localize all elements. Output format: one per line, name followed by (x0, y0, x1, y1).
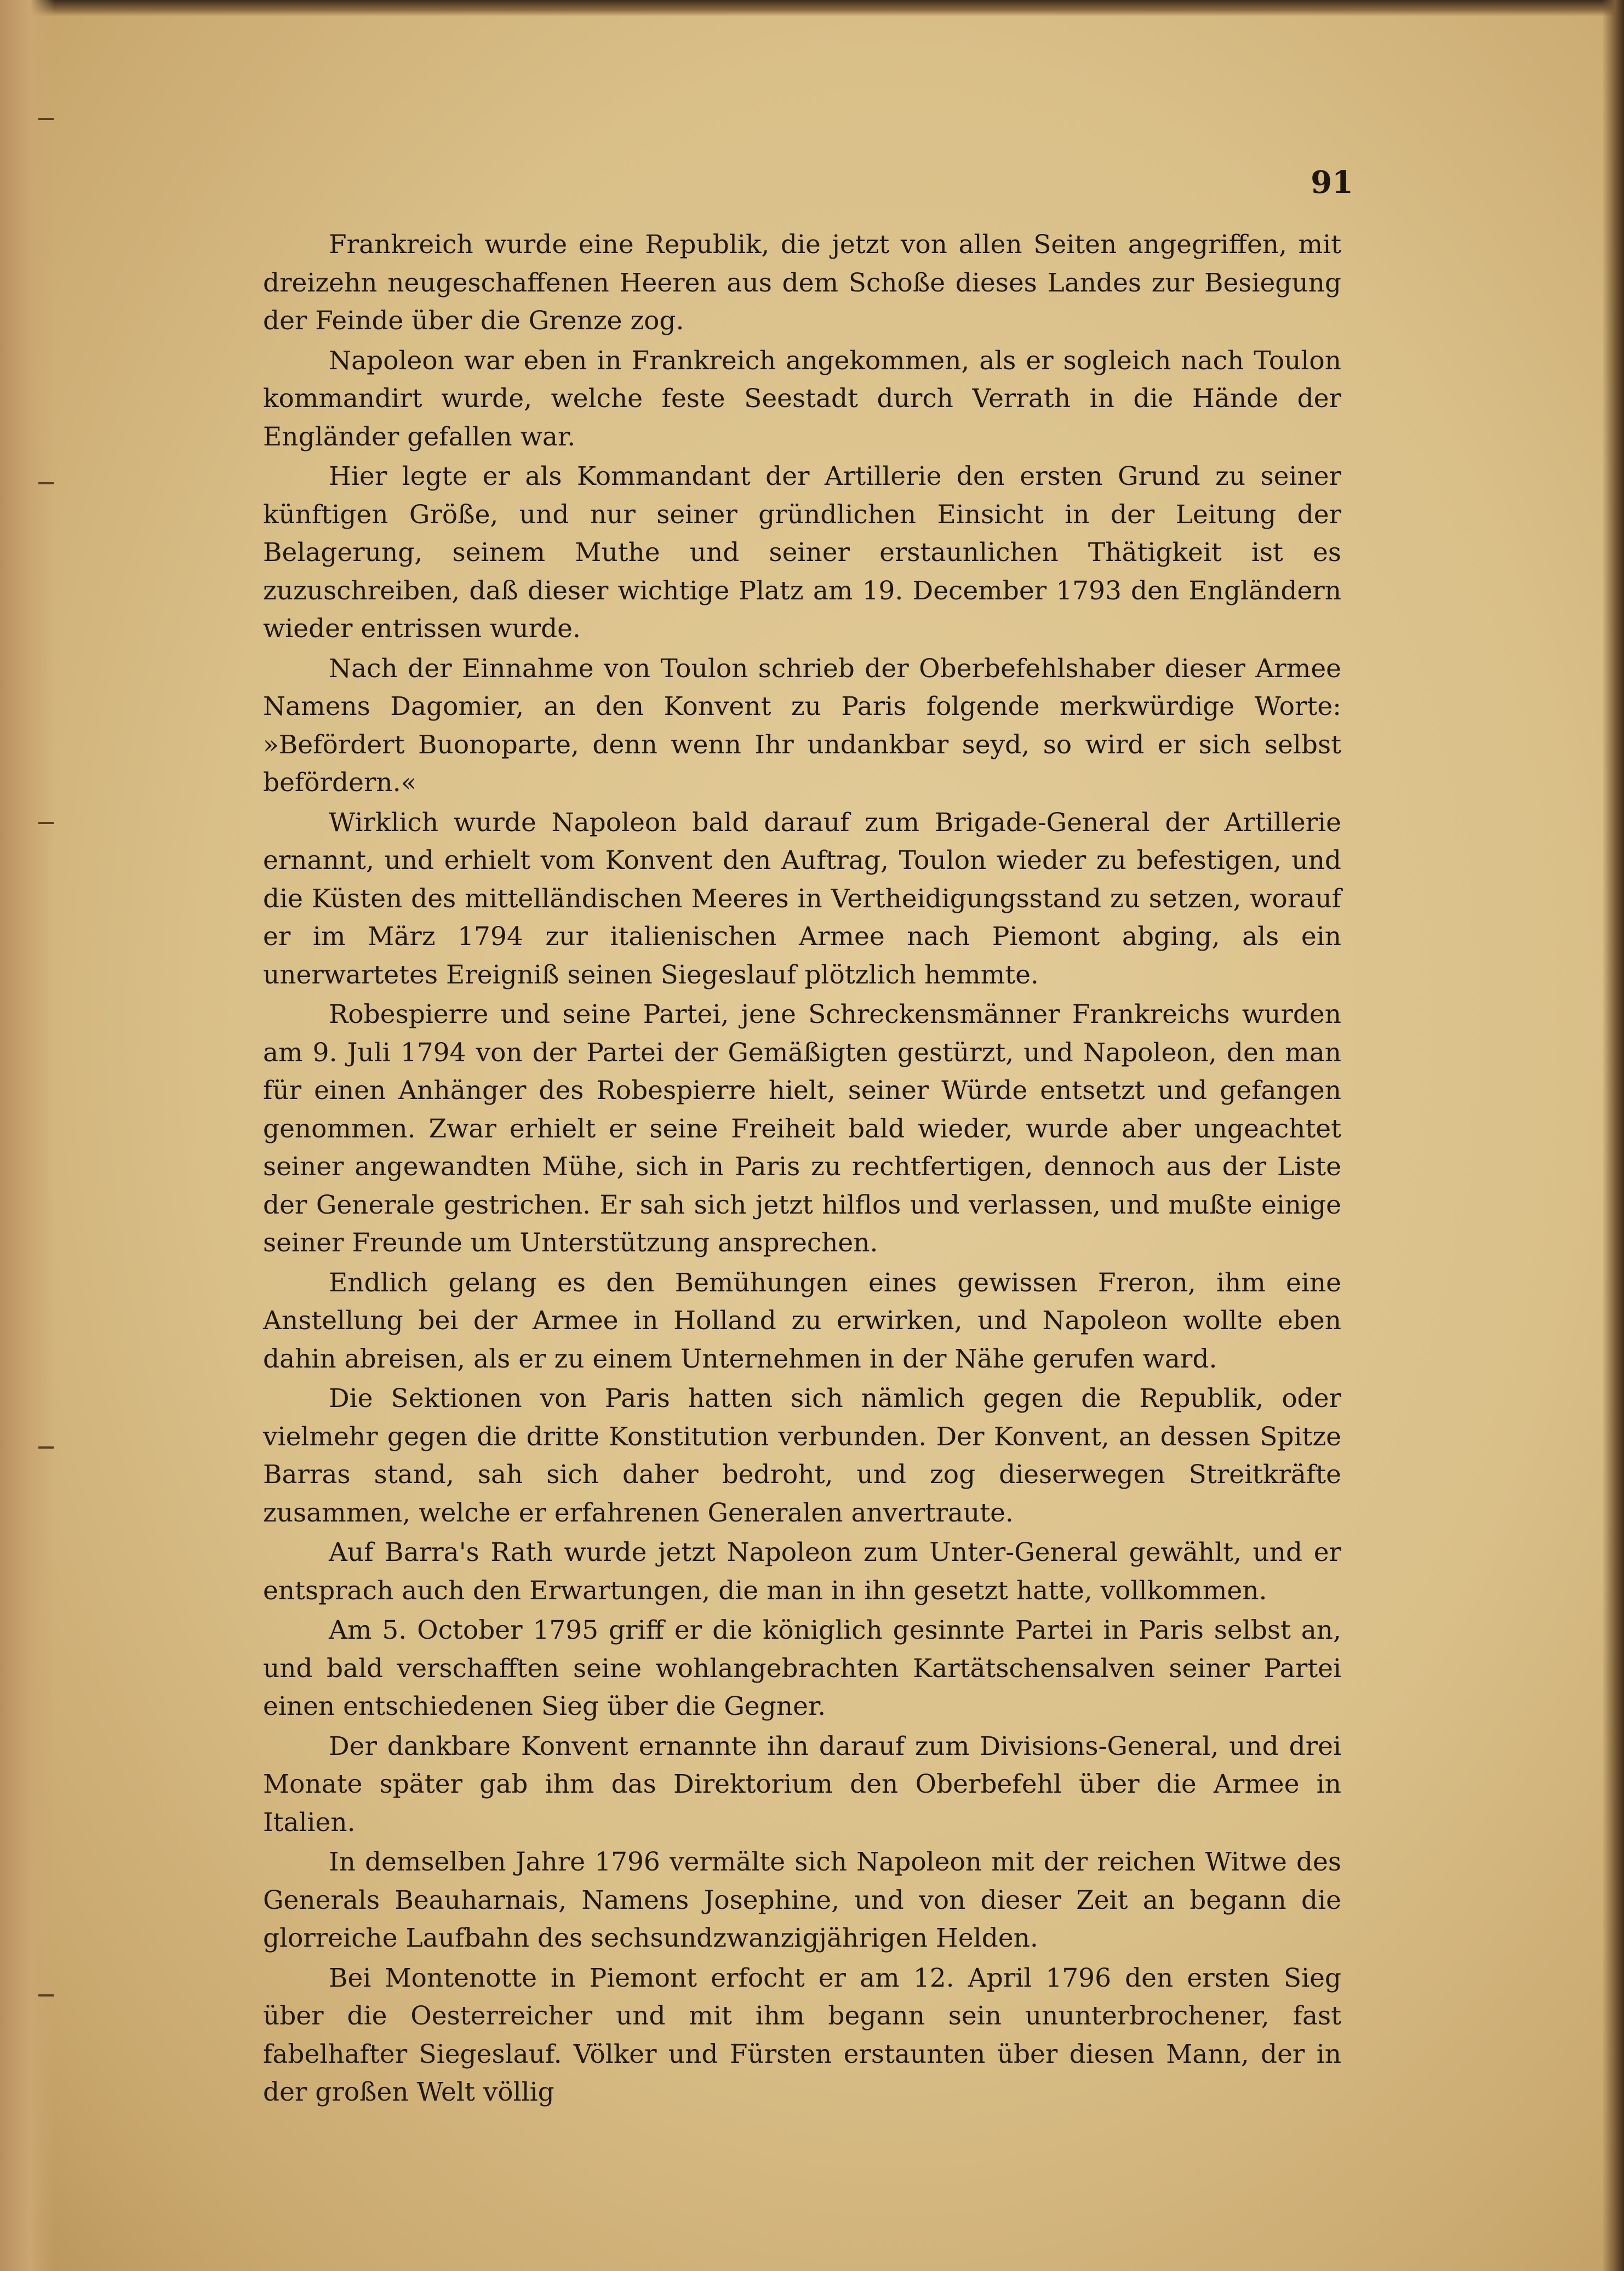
paragraph: Am 5. October 1795 griff er die königlich gesinnte Partei in Paris selbst an, und bald verschafften seine wohlangebrachten Kartätschensalven seiner Partei einen entschiedenen Sieg über die Gegner. (263, 1615, 1341, 1721)
paragraph: Napoleon war eben in Frankreich angekommen, als er sogleich nach Toulon kommandirt wurde, welche feste Seestadt durch Verrath in die Hände der Engländer gefallen war. (263, 345, 1341, 452)
binding-thread-mark (38, 1994, 54, 1997)
paragraph: Die Sektionen von Paris hatten sich nämlich gegen die Republik, oder vielmehr gegen die dritte Konstitution verbunden. Der Konvent, an dessen Spitze Barras stand, sah sich daher bedroht, und zog dieserwegen Streitkräfte zusammen, welche er erfahrenen Generalen anvertraute. (263, 1383, 1341, 1528)
binding-thread-mark (38, 822, 54, 824)
binding-thread-mark (38, 482, 54, 484)
page-right-edge (1602, 0, 1624, 2271)
paragraph: In demselben Jahre 1796 vermälte sich Napoleon mit der reichen Witwe des Generals Beauharnais, Namens Josephine, und von dieser Zeit an begann die glorreiche Laufbahn des sechsundzwanzigjährigen Helden. (263, 1847, 1341, 1953)
paragraph: Wirklich wurde Napoleon bald darauf zum Brigade-General der Artillerie ernannt, und erhielt vom Konvent den Auftrag, Toulon wieder zu befestigen, und die Küsten des mittelländischen Meeres in Vertheidigungsstand zu setzen, worauf er im März 1794 zur italienischen Armee nach Piemont abging, als ein unerwartetes Ereigniß seinen Siegeslauf plötzlich hemmte. (263, 807, 1341, 990)
body-text (263, 226, 1341, 2113)
paragraph: Robespierre und seine Partei, jene Schreckensmänner Frankreichs wurden am 9. Juli 1794 von der Partei der Gemäßigten gestürzt, und Napoleon, den man für einen Anhänger des Robespierre hielt, seiner Würde entsetzt und gefangen genommen. Zwar erhielt er seine Freiheit bald wieder, wurde aber ungeachtet seiner angewandten Mühe, sich in Paris zu rechtfertigen, dennoch aus der Liste der Generale gestrichen. Er sah sich jetzt hilflos und verlassen, und mußte einige seiner Freunde um Unterstützung ansprechen. (263, 999, 1341, 1258)
binding-thread-mark (38, 118, 54, 120)
paragraph: Hier legte er als Kommandant der Artillerie den ersten Grund zu seiner künftigen Größe, und nur seiner gründlichen Einsicht in der Leitung der Belagerung, seinem Muthe und seiner erstaunlichen Thätigkeit ist es zuzuschreiben, daß dieser wichtige Platz am 19. December 1793 den Engländern wieder entrissen wurde. (263, 461, 1341, 644)
page-top-shadow (0, 0, 1624, 16)
paragraph: Der dankbare Konvent ernannte ihn darauf zum Divisions-General, und drei Monate später gab ihm das Direktorium den Oberbefehl über die Armee in Italien. (263, 1731, 1341, 1838)
paragraph: Bei Montenotte in Piemont erfocht er am 12. April 1796 den ersten Sieg über die Oesterreicher und mit ihm begann sein ununterbrochener, fast fabelhafter Siegeslauf. Völker und Fürsten erstaunten über diesen Mann, der in der großen Welt völlig (263, 1963, 1341, 2107)
paragraph: Auf Barra's Rath wurde jetzt Napoleon zum Unter-General gewählt, und er entsprach auch den Erwartungen, die man in ihn gesetzt hatte, vollkommen. (263, 1537, 1341, 1606)
page-number: 91 (1311, 164, 1353, 201)
paragraph: Endlich gelang es den Bemühungen eines gewissen Freron, ihm eine Anstellung bei der Armee in Holland zu erwirken, und Napoleon wollte eben dahin abreisen, als er zu einem Unternehmen in der Nähe gerufen ward. (263, 1267, 1341, 1374)
page-gutter-shadow (0, 0, 55, 2271)
paragraph: Frankreich wurde eine Republik, die jetzt von allen Seiten angegriffen, mit dreizehn neugeschaffenen Heeren aus dem Schoße dieses Landes zur Besiegung der Feinde über die Grenze zog. (263, 230, 1341, 336)
binding-thread-mark (38, 1446, 54, 1449)
paragraph: Nach der Einnahme von Toulon schrieb der Oberbefehlshaber dieser Armee Namens Dagomier, an den Konvent zu Paris folgende merkwürdige Worte: »Befördert Buonoparte, denn wenn Ihr undankbar seyd, so wird er sich selbst befördern.« (263, 653, 1341, 798)
